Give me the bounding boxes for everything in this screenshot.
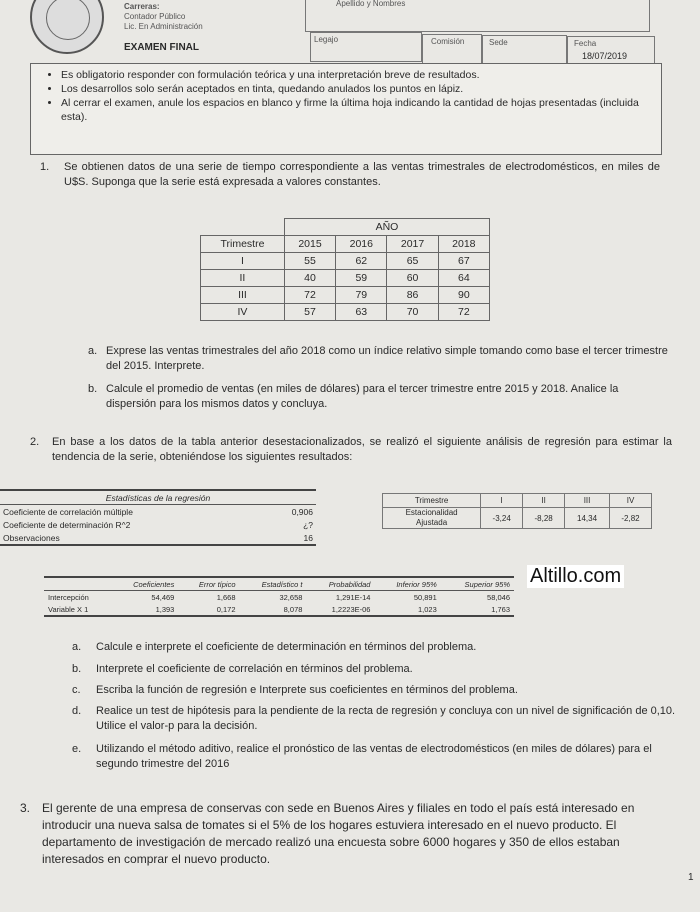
sales-table <box>200 218 490 321</box>
q2a-letter: a. <box>72 641 82 653</box>
sede-label: Sede <box>489 38 508 47</box>
quarter-header: II <box>523 494 565 508</box>
table-row <box>44 591 514 604</box>
note-item: • Al cerrar el examen, anule los espacios en blanco y firme la última hoja indicando la cantidad de hojas presentadas (incluida esta). <box>61 96 655 124</box>
stats-value: 0,906 <box>291 506 313 517</box>
value-cell: 65 <box>387 253 438 270</box>
coef-header: Coeficientes <box>133 579 175 589</box>
stats-value: ¿? <box>303 519 313 530</box>
value-cell: 90 <box>438 287 489 304</box>
stats-key: Observaciones <box>3 532 60 543</box>
coef-cell: 32,658 <box>279 592 303 602</box>
coef-cell: 58,046 <box>487 592 510 602</box>
value-cell: 86 <box>387 287 438 304</box>
q2c-letter: c. <box>72 684 81 696</box>
coef-cell: 0,172 <box>216 604 236 614</box>
name-field[interactable] <box>305 0 650 32</box>
table-row <box>201 287 490 304</box>
note-item: • Es obligatorio responder con formulación teórica y una interpretación breve de resultados. <box>61 68 655 82</box>
coef-header: Error típico <box>198 579 236 589</box>
stats-key: Coeficiente de determinación R^2 <box>3 519 131 530</box>
value-cell: 79 <box>336 287 387 304</box>
sede-field[interactable] <box>482 35 567 65</box>
q1b-letter: b. <box>88 383 98 395</box>
q2e-letter: e. <box>72 743 82 755</box>
value-cell: 67 <box>438 253 489 270</box>
table-row <box>0 518 316 531</box>
table-row <box>201 304 490 321</box>
q2a-text: Calcule e interprete el coeficiente de determinación en términos del problema. <box>96 641 477 653</box>
university-seal <box>30 0 104 54</box>
seasonality-value: -8,28 <box>523 508 565 529</box>
q1a-letter: a. <box>88 345 98 357</box>
year-header: 2018 <box>438 236 489 253</box>
q2-text: En base a los datos de la tabla anterior desestacionalizados, se realizó el siguiente análisis de regresión para estimar la tendencia de la serie, obteniéndose los siguientes resultados: <box>52 436 672 463</box>
seasonality-label-line2: Ajustada <box>416 518 448 527</box>
comision-label: Comisión <box>431 37 465 46</box>
note-item: • Los desarrollos solo serán aceptados en tinta, quedando anulados los puntos en lápiz. <box>61 82 655 96</box>
seasonality-value: 14,34 <box>565 508 610 529</box>
value-cell: 40 <box>284 270 335 287</box>
coefficients-table <box>44 576 514 617</box>
careers-label: Carreras: <box>124 2 160 11</box>
q2-number: 2. <box>30 436 40 448</box>
value-cell: 72 <box>284 287 335 304</box>
year-group-header: AÑO <box>284 219 489 236</box>
stats-title: Estadísticas de la regresión <box>0 490 316 505</box>
quarter-cell: II <box>201 270 285 287</box>
legajo-field[interactable] <box>310 32 422 62</box>
coef-header: Inferior 95% <box>396 579 437 589</box>
q1b-text: Calcule el promedio de ventas (en miles de dólares) para el tercer trimestre entre 2015 y 2018. Analice la dispersión para los mismos datos y concluya. <box>106 383 619 410</box>
table-row <box>0 505 316 519</box>
q2b-text: Interprete el coeficiente de correlación en términos del problema. <box>96 663 413 675</box>
comision-field[interactable] <box>422 34 482 64</box>
value-cell: 70 <box>387 304 438 321</box>
coef-cell: 8,078 <box>283 604 303 614</box>
quarter-header: IV <box>610 494 652 508</box>
seasonality-value: -3,24 <box>481 508 523 529</box>
q2e-text: Utilizando el método aditivo, realice el pronóstico de las ventas de electrodomésticos (en miles de dólares) para el segundo trimestre del 2016 <box>96 743 652 770</box>
coef-cell: 54,469 <box>151 592 175 602</box>
exam-title: EXAMEN FINAL <box>124 42 199 53</box>
career-2: Lic. En Administración <box>124 22 203 31</box>
value-cell: 72 <box>438 304 489 321</box>
coef-cell: 50,891 <box>413 592 437 602</box>
name-label: Apellido y Nombres <box>336 0 406 8</box>
stats-key: Coeficiente de correlación múltiple <box>3 506 133 517</box>
coef-cell: 1,023 <box>418 604 437 614</box>
career-1: Contador Público <box>124 12 186 21</box>
quarter-header: I <box>481 494 523 508</box>
quarter-cell: IV <box>201 304 285 321</box>
coef-cell: 1,393 <box>155 604 175 614</box>
coef-header: Superior 95% <box>464 579 510 589</box>
q1-text: Se obtienen datos de una serie de tiempo correspondiente a las ventas trimestrales de electrodomésticos, en miles de U$S. Suponga que la serie está expresada a valores constantes. <box>64 161 660 188</box>
year-header: 2017 <box>387 236 438 253</box>
value-cell: 59 <box>336 270 387 287</box>
table-row <box>44 603 514 616</box>
seasonality-header: Trimestre <box>383 494 481 508</box>
seasonality-label-line1: Estacionalidad <box>405 508 458 517</box>
q2d-text: Realice un test de hipótesis para la pendiente de la recta de regresión y concluya con un nivel de significación de 0,10. Utilice el valor-p para la decisión. <box>96 705 676 732</box>
coef-header: Estadístico t <box>261 579 303 589</box>
value-cell: 62 <box>336 253 387 270</box>
watermark-text: Altillo.com <box>527 565 624 588</box>
fecha-value: 18/07/2019 <box>582 51 628 61</box>
legajo-label: Legajo <box>314 35 339 44</box>
year-header: 2015 <box>284 236 335 253</box>
q1-number: 1. <box>40 161 50 173</box>
value-cell: 55 <box>284 253 335 270</box>
value-cell: 60 <box>387 270 438 287</box>
stats-value: 16 <box>303 532 313 543</box>
table-row <box>201 270 490 287</box>
coef-cell: 1,668 <box>216 592 236 602</box>
quarter-header: III <box>565 494 610 508</box>
fecha-field[interactable] <box>567 36 655 66</box>
q2c-text: Escriba la función de regresión e Interprete sus coeficientes en términos del problema. <box>96 684 518 696</box>
quarter-cell: III <box>201 287 285 304</box>
coef-row-name: Intercepción <box>48 592 89 602</box>
q3-text: El gerente de una empresa de conservas con sede en Buenos Aires y filiales en todo el país está interesado en introducir una nueva salsa de tomates si el 5% de los hogares estuviera interesado en el nuevo producto. El departamento de investigación de mercado realizó una encuesta sobre 6000 hogares y 350 de ellos estaban interesados en comprar el nuevo producto. <box>42 801 635 866</box>
regression-stats-table <box>0 489 316 546</box>
q2b-letter: b. <box>72 663 82 675</box>
fecha-label: Fecha <box>574 39 597 48</box>
seasonality-row-label <box>383 508 481 529</box>
q2d-letter: d. <box>72 705 82 717</box>
quarter-header: Trimestre <box>201 236 285 253</box>
q1a-text: Exprese las ventas trimestrales del año 2018 como un índice relativo simple tomando como base el tercer trimestre del 2015. Interprete. <box>106 345 668 372</box>
coef-row-name: Variable X 1 <box>48 604 89 614</box>
coef-cell: 1,2223E-06 <box>331 604 371 614</box>
value-cell: 64 <box>438 270 489 287</box>
careers-block <box>124 2 203 32</box>
value-cell: 57 <box>284 304 335 321</box>
year-header: 2016 <box>336 236 387 253</box>
value-cell: 63 <box>336 304 387 321</box>
quarter-cell: I <box>201 253 285 270</box>
page-number: 1 <box>688 872 694 883</box>
instructions-box <box>30 63 662 155</box>
coef-cell: 1,763 <box>491 604 510 614</box>
coef-header: Probabilidad <box>328 579 371 589</box>
coef-cell: 1,291E-14 <box>335 592 371 602</box>
q3-number: 3. <box>20 801 31 815</box>
table-row <box>201 253 490 270</box>
seasonality-value: -2,82 <box>610 508 652 529</box>
seasonality-table <box>382 493 652 529</box>
table-row <box>0 531 316 545</box>
